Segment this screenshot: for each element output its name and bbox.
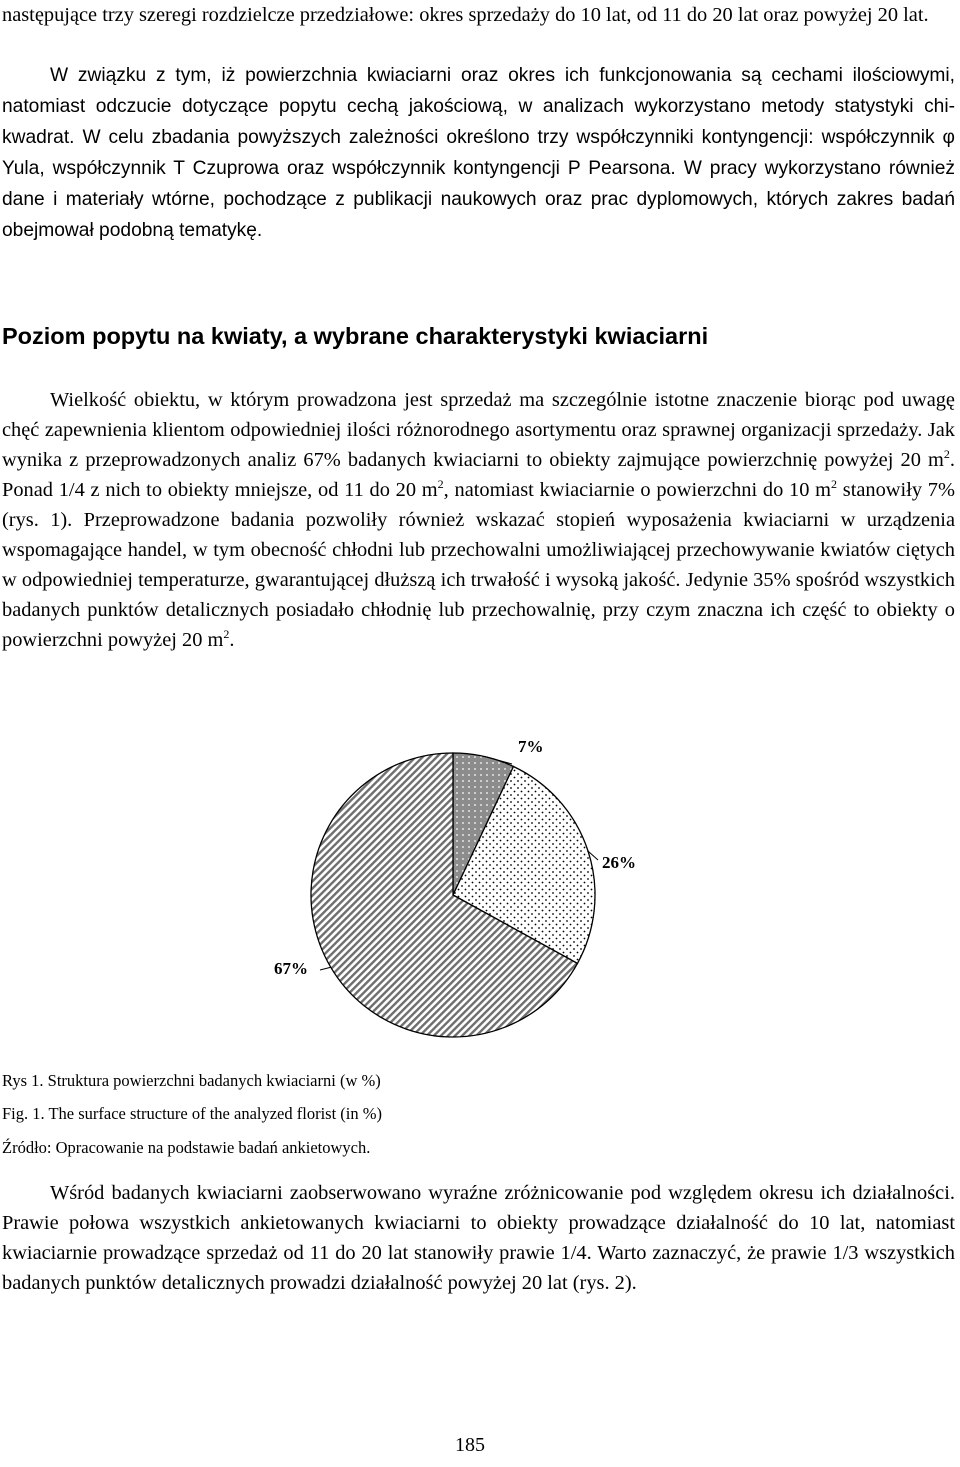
page-number: 185 xyxy=(455,1434,485,1456)
size-text-5: . xyxy=(229,629,235,651)
figure-source: Źródło: Opracowanie na podstawie badań ankietowych. xyxy=(2,1138,371,1157)
intro-paragraph xyxy=(2,0,955,30)
sup-3: 2 xyxy=(831,477,838,492)
size-text-2: . Ponad 1/4 z nich to obiekty mniejsze, od 11 do 20 m xyxy=(2,449,955,501)
size-text-3: , natomiast kwiaciarnie o powierzchni do 10 m xyxy=(443,479,832,501)
size-text-4: stanowiły 7% (rys. 1). Przeprowadzone badania pozwoliły również wskazać stopień wyposażenia kwiaciarni w urządzenia wspomagające handel, w tym obecność chłodni lub przechowalni umożliwiającej przechowywanie kwiatów ciętych w odpowiedniej temperaturze, gwarantującej dłuższą ich trwałość i wysoką jakość. Jedynie 35% spośród wszystkich badanych punktów detalicznych posiadało chłodnię lub przechowalnię, przy czym znaczna ich część to obiekty o powierzchni powyżej 20 m xyxy=(2,479,955,651)
methods-text-b: W celu zbadania powyższych zależności określono trzy współczynniki kontyngencji: współczynnik φ Yula, współczynnik T Czuprowa oraz współczynnik kontyngencji P Pearsona. xyxy=(2,127,955,179)
pie-label-1: 7% xyxy=(518,737,544,756)
methods-text-a: W związku z tym, iż powierzchnia kwiaciarni oraz okres ich funkcjonowania są cechami ilościowymi, natomiast odczucie dotyczące popytu cechą jakościową, w analizach wykorzystano metody statystyki chi-kwadrat. xyxy=(2,65,955,148)
methods-text-c: W pracy wykorzystano również dane i materiały wtórne, pochodzące z publikacji naukowych oraz prac dyplomowych, których zakres badań obejmował podobną tematykę. xyxy=(2,158,955,241)
pie-label-2: 26% xyxy=(602,853,636,872)
pie-label-3: 67% xyxy=(274,959,308,978)
sup-1: 2 xyxy=(943,447,950,462)
period-paragraph: Wśród badanych kwiaciarni zaobserwowano wyraźne zróżnicowanie pod względem okresu ich działalności. Prawie połowa wszystkich ankietowanych kwiaciarni to obiekty prowadzące działalność do 10 lat, natomiast kwiaciarnie prowadzące sprzedaż od 11 do 20 lat stanowiły prawie 1/4. Warto zaznaczyć, że prawie 1/3 wszystkich badanych punktów detalicznych prowadzi działalność powyżej 20 lat (rys. 2). xyxy=(2,1182,955,1294)
intro-line: następujące trzy szeregi rozdzielcze przedziałowe: okres sprzedaży do 10 lat, od 11 do 20 lat oraz powyżej 20 lat. xyxy=(2,4,929,26)
size-text-1: Wielkość obiektu, w którym prowadzona jest sprzedaż ma szczególnie istotne znaczenie biorąc pod uwagę chęć zapewnienia klientom odpowiedniej ilości różnorodnego asortymentu oraz sprawnej organizacji sprzedaży. Jak wynika z przeprowadzonych analiz 67% badanych kwiaciarni to obiekty zajmujące powierzchnię powyżej 20 m xyxy=(2,389,955,471)
figure-caption-pl: Rys 1. Struktura powierzchni badanych kwiaciarni (w %) xyxy=(2,1071,381,1090)
sup-2: 2 xyxy=(437,477,444,492)
methods-paragraph xyxy=(2,60,955,246)
sup-4: 2 xyxy=(223,627,230,642)
pie-chart xyxy=(250,730,710,1050)
figure-caption-en: Fig. 1. The surface structure of the analyzed florist (in %) xyxy=(2,1104,382,1123)
size-paragraph xyxy=(2,385,955,655)
section-title: Poziom popytu na kwiaty, a wybrane charakterystyki kwiaciarni xyxy=(2,323,709,349)
pie-leader-line-3 xyxy=(320,967,331,970)
